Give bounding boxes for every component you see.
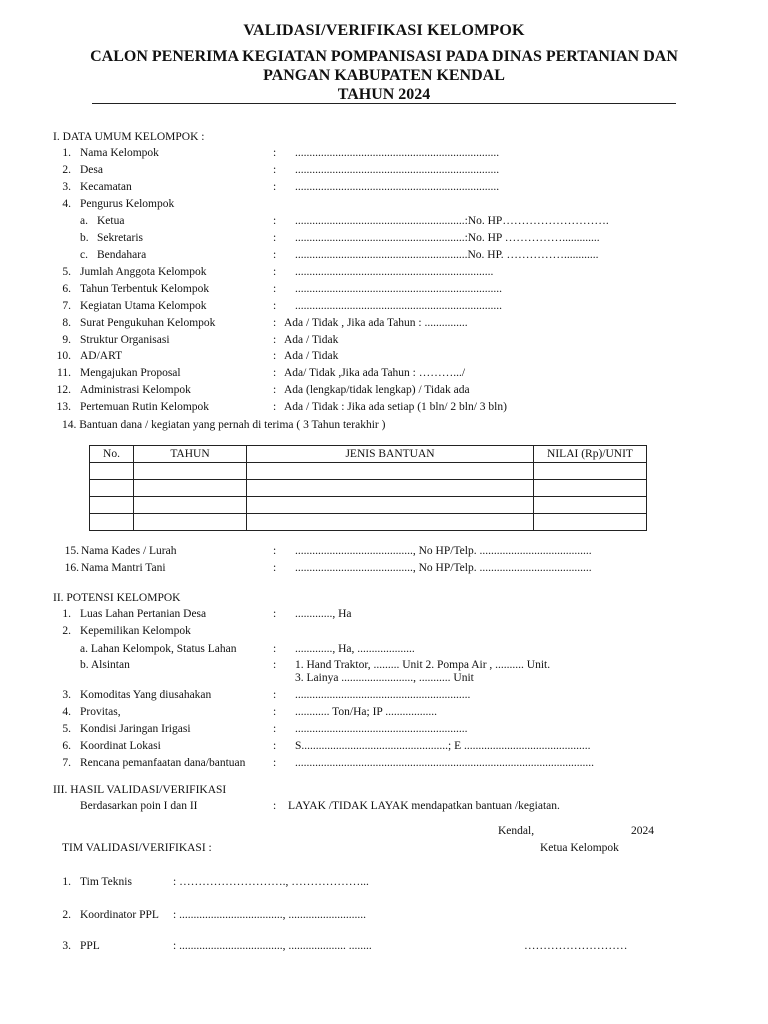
item-label: Administrasi Kelompok	[80, 384, 191, 396]
section-2-heading: II. POTENSI KELOMPOK	[53, 592, 181, 604]
bantuan-table	[89, 445, 647, 531]
member-sign-field[interactable]: : ...................................., ...........................	[173, 909, 366, 921]
item-number: 12.	[56, 384, 71, 396]
item-colon: :	[273, 545, 277, 557]
form-title: VALIDASI/VERIFIKASI KELOMPOK	[243, 22, 525, 39]
item-number: 7.	[62, 757, 71, 769]
item-value-field[interactable]: Ada / Tidak	[284, 350, 339, 362]
item-value-field[interactable]: 1. Hand Traktor, ......... Unit 2. Pompa Air , .......... Unit.	[295, 659, 551, 671]
section-3-heading: III. HASIL VALIDASI/VERIFIKASI	[53, 784, 227, 796]
item-number: b.	[80, 232, 89, 244]
item-value-field[interactable]: ........................................................................	[295, 283, 502, 295]
section-1-heading: I. DATA UMUM KELOMPOK :	[53, 131, 205, 143]
table-cell[interactable]	[90, 497, 134, 514]
signature-year: 2024	[631, 825, 654, 837]
item-number: 2.	[62, 164, 71, 176]
item-value-field[interactable]: ........................................., No HP/Telp. .......................................	[295, 545, 592, 557]
item-colon: :	[273, 283, 277, 295]
item-colon: :	[273, 740, 277, 752]
table-header-nilai: NILAI (Rp)/UNIT	[534, 446, 647, 463]
table-header-jenis-bantuan: JENIS BANTUAN	[247, 446, 534, 463]
table-cell[interactable]	[534, 514, 647, 531]
table-row	[90, 497, 647, 514]
item-14-text: 14. Bantuan dana / kegiatan yang pernah di terima ( 3 Tahun terakhir )	[62, 419, 386, 431]
item-label: Mengajukan Proposal	[80, 367, 181, 379]
item-label: Jumlah Anggota Kelompok	[80, 266, 207, 278]
item-label: Kepemilikan Kelompok	[80, 625, 191, 637]
item-number: 1.	[62, 608, 71, 620]
item-number: 3.	[62, 181, 71, 193]
table-cell[interactable]	[90, 463, 134, 480]
item-number: 4.	[62, 198, 71, 210]
item-colon: :	[273, 266, 277, 278]
item-colon: :	[273, 723, 277, 735]
item-label: Pertemuan Rutin Kelompok	[80, 401, 210, 413]
item-number: 15.	[64, 545, 79, 557]
item-number: 8.	[62, 317, 71, 329]
item-value-field[interactable]: ...........................................................:No. HP …………….............	[295, 232, 600, 244]
item-colon: :	[273, 706, 277, 718]
item-label: Rencana pemanfaatan dana/bantuan	[80, 757, 246, 769]
item-label: Nama Kelompok	[80, 147, 159, 159]
item-colon: :	[273, 562, 277, 574]
member-label: Tim Teknis	[80, 876, 132, 888]
member-label: Koordinator PPL	[80, 909, 159, 921]
table-cell[interactable]	[247, 480, 534, 497]
item-label: Nama Mantri Tani	[81, 562, 166, 574]
item-label: Tahun Terbentuk Kelompok	[80, 283, 210, 295]
item-value-field[interactable]: ........................................................................................................	[295, 757, 594, 769]
chair-sign-line[interactable]: ………………………	[524, 940, 628, 952]
item-colon: :	[273, 147, 277, 159]
item-label: Provitas,	[80, 706, 121, 718]
item-number: 1.	[62, 147, 71, 159]
team-title: TIM VALIDASI/VERIFIKASI :	[62, 842, 212, 854]
item-label: Komoditas Yang diusahakan	[80, 689, 212, 701]
basis-colon: :	[273, 800, 277, 812]
item-value-field[interactable]: Ada/ Tidak ,Jika ada Tahun : ……….../	[284, 367, 466, 379]
item-value-field[interactable]: ........................................................................	[295, 300, 502, 312]
item-value-field[interactable]: .......................................................................	[295, 147, 500, 159]
item-value-field[interactable]: .......................................................................	[295, 164, 500, 176]
item-label: Kegiatan Utama Kelompok	[80, 300, 207, 312]
item-value-field[interactable]: .......................................................................	[295, 181, 500, 193]
item-value-field[interactable]: ...........................................................:No. HP……………………….	[295, 215, 609, 227]
table-cell[interactable]	[134, 480, 247, 497]
item-number: 13.	[56, 401, 71, 413]
item-value-field[interactable]: ............., Ha, ....................	[295, 643, 415, 655]
item-number: 6.	[62, 740, 71, 752]
item-value-field[interactable]: Ada (lengkap/tidak lengkap) / Tidak ada	[284, 384, 470, 396]
item-colon: :	[273, 608, 277, 620]
table-header-row	[90, 446, 647, 463]
item-value-field[interactable]: Ada / Tidak , Jika ada Tahun : ...............	[284, 317, 468, 329]
item-value-field[interactable]: ............ Ton/Ha; IP ..................	[295, 706, 437, 718]
item-colon: :	[273, 164, 277, 176]
item-colon: :	[273, 757, 277, 769]
item-number: 2.	[62, 625, 71, 637]
item-colon: :	[273, 689, 277, 701]
table-cell[interactable]	[90, 514, 134, 531]
item-colon: :	[273, 643, 277, 655]
header-rule	[92, 103, 676, 104]
item-number: c.	[80, 249, 88, 261]
item-label: Desa	[80, 164, 103, 176]
item-number: 9.	[62, 334, 71, 346]
item-label: Pengurus Kelompok	[80, 198, 175, 210]
item-number: 10.	[56, 350, 71, 362]
item-number: 3.	[62, 689, 71, 701]
table-cell[interactable]	[90, 480, 134, 497]
item-colon: :	[273, 384, 277, 396]
item-value-field[interactable]: S...................................................; E ............................................	[295, 740, 591, 752]
item-number: a.	[80, 215, 88, 227]
basis-label: Berdasarkan poin I dan II	[80, 800, 198, 812]
item-colon: :	[273, 215, 277, 227]
item-value-field[interactable]: .............................................................	[295, 689, 471, 701]
table-header-tahun: TAHUN	[134, 446, 247, 463]
item-colon: :	[273, 659, 277, 671]
subtitle-line-2: PANGAN KABUPATEN KENDAL	[263, 67, 505, 84]
item-colon: :	[273, 300, 277, 312]
item-label: Struktur Organisasi	[80, 334, 170, 346]
item-number: 5.	[62, 723, 71, 735]
item-value-field[interactable]: Ada / Tidak : Jika ada setiap (1 bln/ 2 bln/ 3 bln)	[284, 401, 507, 413]
item-number: 16.	[64, 562, 79, 574]
item-value-field[interactable]: ............., Ha	[295, 608, 352, 620]
item-value-field[interactable]: ........................................., No HP/Telp. .......................................	[295, 562, 592, 574]
table-row	[90, 463, 647, 480]
item-number: 7.	[62, 300, 71, 312]
table-row	[90, 514, 647, 531]
member-number: 1.	[62, 876, 71, 888]
item-colon: :	[273, 367, 277, 379]
item-number: 5.	[62, 266, 71, 278]
member-label: PPL	[80, 940, 100, 952]
item-label: Surat Pengukuhan Kelompok	[80, 317, 216, 329]
item-label: a. Lahan Kelompok, Status Lahan	[80, 643, 237, 655]
item-value-field[interactable]: 3. Lainya ........................., ........... Unit	[295, 672, 474, 684]
item-value-field[interactable]: ............................................................No. HP. ……………............	[295, 249, 599, 261]
member-number: 2.	[62, 909, 71, 921]
item-number: 11.	[57, 367, 71, 379]
item-colon: :	[273, 317, 277, 329]
table-cell[interactable]	[134, 463, 247, 480]
table-cell[interactable]	[134, 497, 247, 514]
table-cell[interactable]	[534, 480, 647, 497]
item-label: Kondisi Jaringan Irigasi	[80, 723, 191, 735]
table-cell[interactable]	[247, 463, 534, 480]
item-label: Bendahara	[97, 249, 147, 261]
table-header-no: No.	[90, 446, 134, 463]
item-number: 6.	[62, 283, 71, 295]
table-row	[90, 480, 647, 497]
table-cell[interactable]	[247, 497, 534, 514]
item-label: Luas Lahan Pertanian Desa	[80, 608, 207, 620]
member-sign-field[interactable]: : ...................................., .................... ........	[173, 940, 372, 952]
signature-place: Kendal,	[498, 825, 535, 837]
item-colon: :	[273, 249, 277, 261]
item-label: b. Alsintan	[80, 659, 130, 671]
item-value-field[interactable]: Ada / Tidak	[284, 334, 339, 346]
table-cell[interactable]	[534, 463, 647, 480]
item-colon: :	[273, 334, 277, 346]
form-subtitle	[40, 47, 728, 104]
item-label: AD/ART	[80, 350, 123, 362]
item-colon: :	[273, 401, 277, 413]
item-label: Kecamatan	[80, 181, 132, 193]
item-label: Nama Kades / Lurah	[81, 545, 177, 557]
item-number: 4.	[62, 706, 71, 718]
item-value-field[interactable]: .....................................................................	[295, 266, 494, 278]
item-colon: :	[273, 181, 277, 193]
item-colon: :	[273, 350, 277, 362]
chair-title: Ketua Kelompok	[540, 842, 619, 854]
table-cell[interactable]	[534, 497, 647, 514]
subtitle-line-3: TAHUN 2024	[337, 86, 431, 103]
item-label: Koordinat Lokasi	[80, 740, 161, 752]
member-number: 3.	[62, 940, 71, 952]
table-cell[interactable]	[247, 514, 534, 531]
table-cell[interactable]	[134, 514, 247, 531]
item-label: Sekretaris	[97, 232, 143, 244]
subtitle-line-1: CALON PENERIMA KEGIATAN POMPANISASI PADA DINAS PERTANIAN DAN	[90, 48, 678, 65]
item-value-field[interactable]: ............................................................	[295, 723, 468, 735]
member-sign-field[interactable]: : ………………………., ………………...	[173, 876, 369, 888]
item-label: Ketua	[97, 215, 125, 227]
item-colon: :	[273, 232, 277, 244]
basis-value: LAYAK /TIDAK LAYAK mendapatkan bantuan /kegiatan.	[288, 800, 560, 812]
